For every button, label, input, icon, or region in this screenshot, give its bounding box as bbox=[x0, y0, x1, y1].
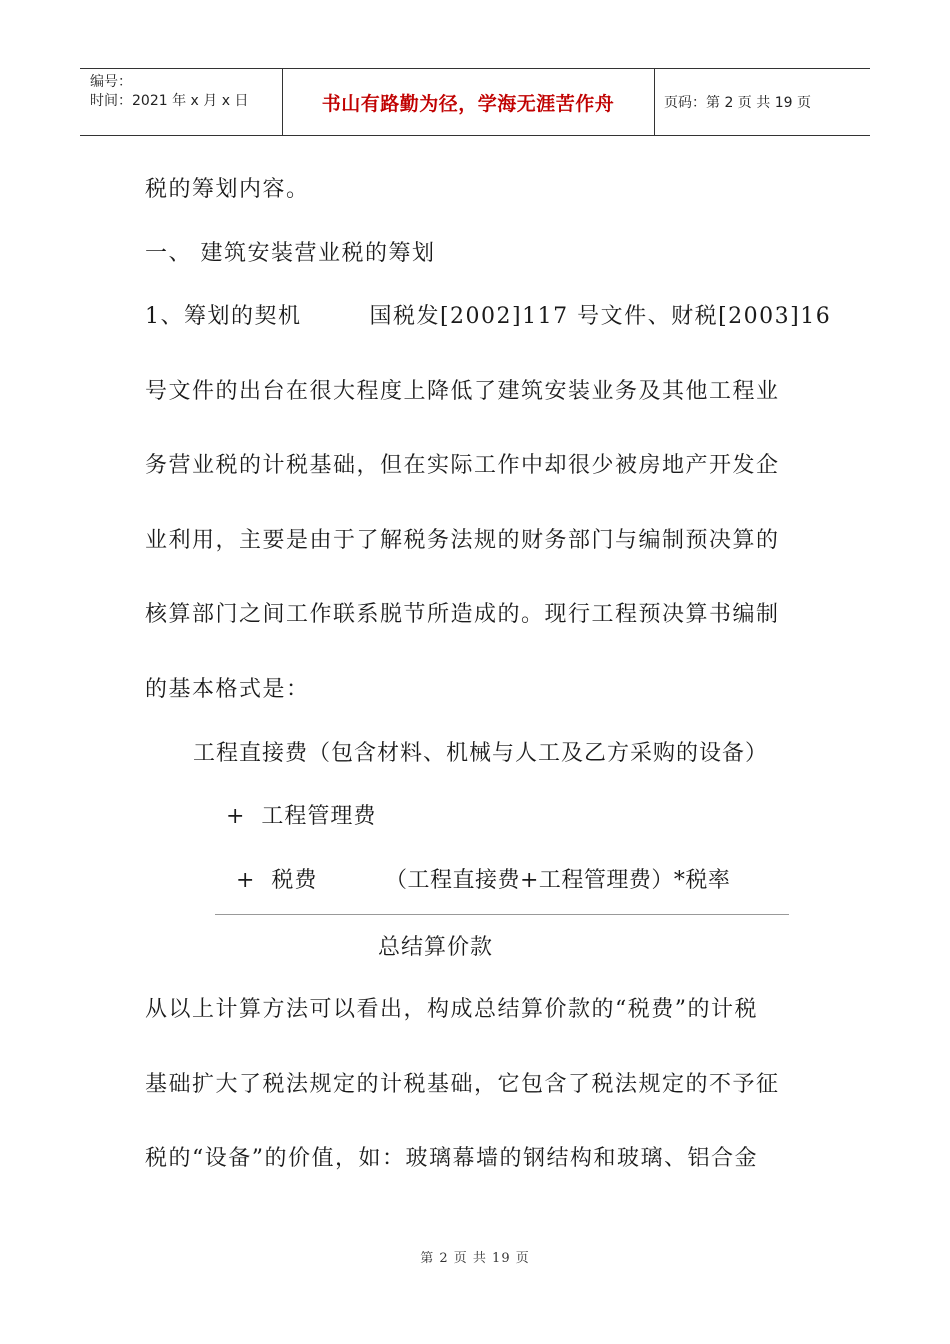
header-divider-right bbox=[654, 69, 655, 135]
body-line-6: 业利用，主要是由于了解税务法规的财务部门与编制预决算的 bbox=[145, 528, 780, 553]
formula-line-3-label: + 税费 bbox=[236, 868, 318, 893]
section-heading: 一、 建筑安装营业税的筹划 bbox=[145, 241, 436, 266]
formula-line-3-expression: （工程直接费+工程管理费）*税率 bbox=[385, 868, 731, 893]
formula-line-2: + 工程管理费 bbox=[226, 804, 377, 829]
formula-line-1: 工程直接费（包含材料、机械与人工及乙方采购的设备） bbox=[193, 741, 769, 766]
body-line-1: 税的筹划内容。 bbox=[145, 177, 310, 202]
header-page-info: 页码：第 2 页 共 19 页 bbox=[664, 95, 811, 111]
body-line-5: 务营业税的计税基础，但在实际工作中却很少被房地产开发企 bbox=[145, 453, 780, 478]
header-meta bbox=[90, 73, 248, 111]
formula-sum-rule bbox=[215, 914, 789, 915]
time-label: 时间：2021 年 x 月 x 日 bbox=[90, 93, 249, 109]
body-line-3: 1、筹划的契机 国税发[2002]117 号文件、财税[2003]16 bbox=[145, 304, 832, 329]
body-line-4: 号文件的出台在很大程度上降低了建筑安装业务及其他工程业 bbox=[145, 379, 780, 404]
page-header bbox=[80, 68, 870, 136]
body-after-line-3: 税的“设备”的价值，如：玻璃幕墙的钢结构和玻璃、铝合金 bbox=[145, 1146, 758, 1171]
body-after-line-1: 从以上计算方法可以看出，构成总结算价款的“税费”的计税 bbox=[145, 997, 758, 1022]
body-after-line-2: 基础扩大了税法规定的计税基础，它包含了税法规定的不予征 bbox=[145, 1072, 780, 1097]
body-line-7: 核算部门之间工作联系脱节所造成的。现行工程预决算书编制 bbox=[145, 602, 780, 627]
page-footer: 第 2 页 共 19 页 bbox=[420, 1251, 530, 1266]
number-label: 编号： bbox=[90, 74, 132, 90]
formula-total: 总结算价款 bbox=[378, 935, 494, 960]
header-motto: 书山有路勤为径，学海无涯苦作舟 bbox=[321, 92, 615, 115]
body-line-8: 的基本格式是： bbox=[145, 677, 310, 702]
